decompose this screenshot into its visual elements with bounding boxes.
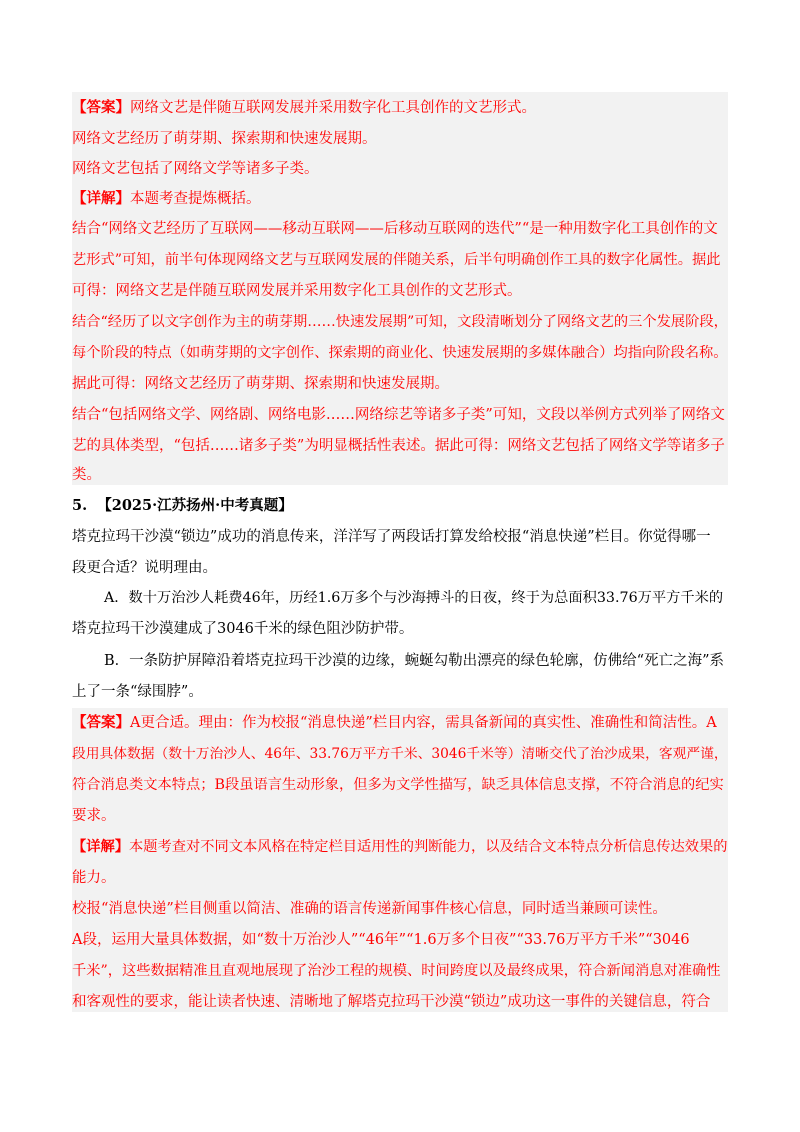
option-a-line-1: A．数十万治沙人耗费46年，历经1.6万多个与沙海搏斗的日夜，终于为总面积33.76万平方千米的 [104,590,724,606]
detail-line-8: 结合“包括网络文学、网络剧、网络电影……网络综艺等诸多子类”可知，文段以举例方式列举了网络文 [72,407,725,423]
detail-line-4: 可得：网络文艺是伴随互联网发展并采用数字化工具创作的文艺形式。 [72,283,522,299]
detail-text: 本题考查提炼概括。 [130,191,261,207]
detail2-line-6: 和客观性的要求，能让读者快速、清晰地了解塔克拉玛干沙漠“锁边”成功这一事件的关键信息，符合 [72,994,711,1010]
detail-line-2: 结合“网络文艺经历了互联网——移动互联网——后移动互联网的迭代”“是一种用数字化工具创作的文 [72,221,718,237]
answer-line-1 [72,98,536,118]
detail2-label: 【详解】 [72,839,130,855]
question-stem-line-2: 段更合适？说明理由。 [72,560,217,576]
detail2-line-3: 校报“消息快递”栏目侧重以简洁、准确的语言传递新闻事件核心信息，同时适当兼顾可读性。 [72,901,667,917]
detail-label: 【详解】 [72,190,130,207]
detail-line-9: 艺的具体类型，“包括……诸多子类”为明显概括性表述。据此可得：网络文艺包括了网络文学等诸多子 [72,438,725,454]
answer-line-2: 网络文艺经历了萌芽期、探索期和快速发展期。 [72,131,377,147]
detail-line-5: 结合“经历了以文字创作为主的萌芽期……快速发展期”可知，文段清晰划分了网络文艺的三个发展阶段， [72,314,728,330]
detail2-text: 本题考查对不同文本风格在特定栏目适用性的判断能力，以及结合文本特点分析信息传达效果的 [129,839,728,855]
answer-text: 网络文艺是伴随互联网发展并采用数字化工具创作的文艺形式。 [130,100,536,116]
detail-line-6: 每个阶段的特点（如萌芽期的文字创作、探索期的商业化、快速发展期的多媒体融合）均指向阶段名称。 [72,345,728,361]
detail2-line-2: 能力。 [72,870,116,886]
question-stem-line-1: 塔克拉玛干沙漠“锁边”成功的消息传来，洋洋写了两段话打算发给校报“消息快递”栏目。你觉得哪一 [72,529,711,545]
detail-line-1 [72,189,261,209]
answer-line-3: 网络文艺包括了网络文学等诸多子类。 [72,161,319,177]
detail-line-7: 据此可得：网络文艺经历了萌芽期、探索期和快速发展期。 [72,376,449,392]
detail-line-3: 艺形式”可知，前半句体现网络文艺与互联网发展的伴随关系，后半句明确创作工具的数字化属性。据此 [72,252,721,268]
option-b-line-2: 上了一条“绿围脖”。 [72,684,203,700]
question-source: 【2025·江苏扬州·中考真题】 [97,497,293,514]
answer2-text: A更合适。理由：作为校报“消息快递”栏目内容，需具备新闻的真实性、准确性和简洁性。A [130,715,717,731]
question-header [72,496,293,516]
detail2-line-4: A段，运用大量具体数据，如“数十万治沙人”“46年”“1.6万多个日夜”“33.76万平方千米”“3046 [72,932,690,948]
answer2-line-3: 符合消息类文本特点；B段虽语言生动形象，但多为文学性描写，缺乏具体信息支撑，不符合消息的纪实 [72,777,724,793]
answer-label: 【答案】 [72,99,130,116]
option-b-line-1: B．一条防护屏障沿着塔克拉玛干沙漠的边缘，蜿蜒勾勒出漂亮的绿色轮廓，仿佛给“死亡之海”系 [104,653,724,669]
detail-line-10: 类。 [72,467,101,483]
answer2-label: 【答案】 [72,714,130,731]
detail2-line-1 [72,837,728,857]
answer2-line-1 [72,713,717,733]
detail2-line-5: 千米”，这些数据精准且直观地展现了治沙工程的规模、时间跨度以及最终成果，符合新闻消息对准确性 [72,963,721,979]
option-a-line-2: 塔克拉玛干沙漠建成了3046千米的绿色阻沙防护带。 [72,621,414,637]
answer2-line-2: 段用具体数据（数十万治沙人、46年、33.76万平方千米、3046千米等）清晰交代了治沙成果，客观严谨， [72,746,728,762]
answer2-line-4: 要求。 [72,808,116,824]
question-number: 5. [72,497,88,514]
